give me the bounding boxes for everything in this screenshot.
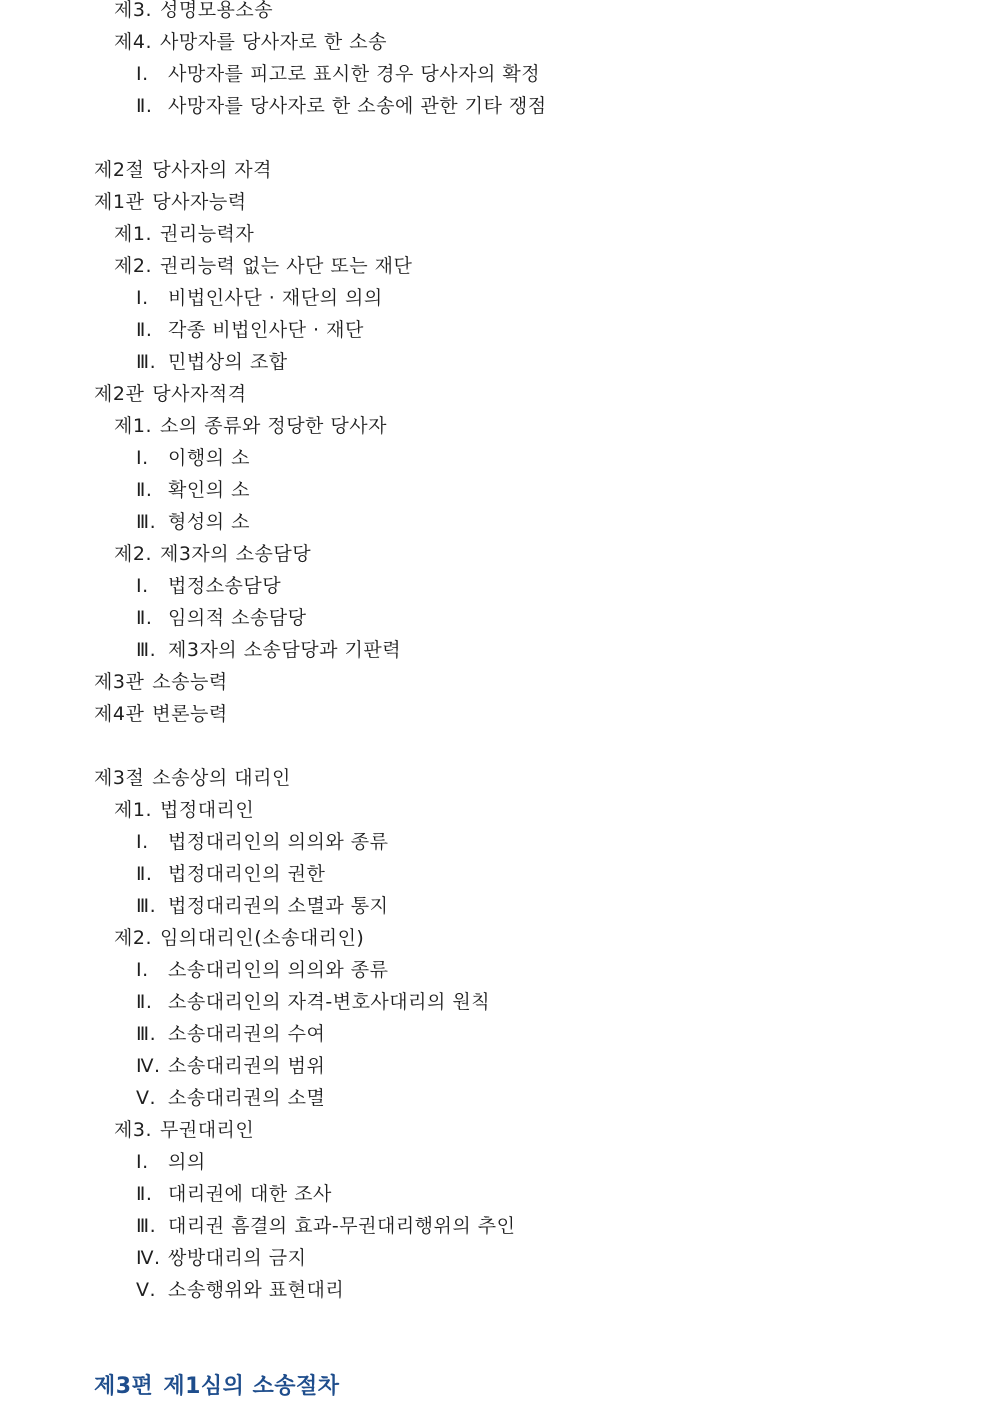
toc-entry bbox=[94, 1050, 952, 1082]
toc-title: 의의 bbox=[168, 1151, 206, 1173]
toc-number: 제4관 bbox=[94, 703, 145, 725]
toc-title: 쌍방대리의 금지 bbox=[168, 1247, 307, 1269]
toc-number: 제3. bbox=[114, 0, 152, 21]
toc-entry bbox=[94, 0, 952, 26]
toc-number: 제3절 bbox=[94, 767, 145, 789]
toc-title: 소송행위와 표현대리 bbox=[168, 1279, 345, 1301]
toc-number: 제3. bbox=[114, 1119, 152, 1141]
toc-number: Ⅰ. bbox=[136, 287, 149, 309]
toc-title: 소송대리권의 소멸 bbox=[168, 1087, 326, 1109]
toc-number: Ⅴ. bbox=[136, 1279, 157, 1301]
toc-number: 제2. bbox=[114, 927, 152, 949]
toc-title: 제3자의 소송담당 bbox=[159, 543, 312, 565]
toc-title: 법정대리인의 권한 bbox=[168, 863, 326, 885]
toc-title: 법정소송담당 bbox=[168, 575, 282, 597]
toc-number: Ⅲ. bbox=[136, 351, 157, 373]
toc-number: Ⅱ. bbox=[136, 991, 153, 1013]
toc-title: 임의적 소송담당 bbox=[168, 607, 307, 629]
section-spacer bbox=[94, 122, 952, 154]
toc-number: Ⅲ. bbox=[136, 1215, 157, 1237]
toc-entry bbox=[94, 442, 952, 474]
toc-entry bbox=[94, 1146, 952, 1178]
toc-number: 제2. bbox=[114, 543, 152, 565]
toc-number: 제3관 bbox=[94, 671, 145, 693]
toc-number: Ⅱ. bbox=[136, 1183, 153, 1205]
part-heading-number: 제3편 bbox=[94, 1374, 154, 1399]
toc-number: Ⅲ. bbox=[136, 1023, 157, 1045]
toc-entry bbox=[94, 570, 952, 602]
toc-entry bbox=[94, 26, 952, 58]
toc-title: 소송상의 대리인 bbox=[152, 767, 291, 789]
toc-number: 제1. bbox=[114, 799, 152, 821]
toc-title: 당사자능력 bbox=[152, 191, 247, 213]
toc-title: 사망자를 당사자로 한 소송에 관한 기타 쟁점 bbox=[168, 95, 547, 117]
toc-entry bbox=[94, 410, 952, 442]
toc-subchapter-heading bbox=[94, 666, 952, 698]
toc-number: Ⅰ. bbox=[136, 447, 149, 469]
toc-number: 제1. bbox=[114, 415, 152, 437]
toc-number: 제1관 bbox=[94, 191, 145, 213]
toc-entry bbox=[94, 90, 952, 122]
toc-number: Ⅲ. bbox=[136, 511, 157, 533]
toc-number: Ⅴ. bbox=[136, 1087, 157, 1109]
toc-entry bbox=[94, 794, 952, 826]
toc-number: Ⅲ. bbox=[136, 639, 157, 661]
table-of-contents bbox=[94, 0, 952, 1306]
toc-number: Ⅱ. bbox=[136, 319, 153, 341]
toc-title: 각종 비법인사단 · 재단 bbox=[168, 319, 364, 341]
toc-subchapter-heading bbox=[94, 698, 952, 730]
toc-number: Ⅱ. bbox=[136, 95, 153, 117]
toc-entry bbox=[94, 506, 952, 538]
toc-number: Ⅳ. bbox=[136, 1055, 161, 1077]
section-spacer bbox=[94, 730, 952, 762]
toc-entry bbox=[94, 58, 952, 90]
toc-title: 임의대리인(소송대리인) bbox=[159, 927, 365, 949]
toc-number: Ⅱ. bbox=[136, 863, 153, 885]
toc-title: 성명모용소송 bbox=[159, 0, 274, 21]
toc-number: 제2. bbox=[114, 255, 152, 277]
toc-entry bbox=[94, 634, 952, 666]
toc-number: 제2관 bbox=[94, 383, 145, 405]
toc-title: 법정대리인의 의의와 종류 bbox=[168, 831, 389, 853]
part-heading-title: 제1심의 소송절차 bbox=[163, 1374, 340, 1399]
toc-entry bbox=[94, 1018, 952, 1050]
toc-title: 무권대리인 bbox=[159, 1119, 255, 1141]
toc-entry bbox=[94, 474, 952, 506]
toc-title: 법정대리인 bbox=[159, 799, 255, 821]
toc-title: 이행의 소 bbox=[168, 447, 250, 469]
toc-title: 당사자적격 bbox=[152, 383, 247, 405]
toc-entry bbox=[94, 1242, 952, 1274]
toc-entry bbox=[94, 346, 952, 378]
toc-title: 민법상의 조합 bbox=[168, 351, 288, 373]
toc-entry bbox=[94, 858, 952, 890]
toc-title: 확인의 소 bbox=[168, 479, 250, 501]
toc-title: 소송능력 bbox=[152, 671, 228, 693]
toc-entry bbox=[94, 826, 952, 858]
toc-entry bbox=[94, 1178, 952, 1210]
toc-title: 대리권에 대한 조사 bbox=[168, 1183, 332, 1205]
toc-title: 당사자의 자격 bbox=[152, 159, 272, 181]
toc-number: Ⅲ. bbox=[136, 895, 157, 917]
toc-entry bbox=[94, 1210, 952, 1242]
toc-entry bbox=[94, 602, 952, 634]
toc-number: Ⅰ. bbox=[136, 959, 149, 981]
toc-entry bbox=[94, 986, 952, 1018]
toc-title: 소송대리인의 의의와 종류 bbox=[168, 959, 389, 981]
toc-entry bbox=[94, 890, 952, 922]
toc-number: Ⅰ. bbox=[136, 831, 149, 853]
toc-entry bbox=[94, 954, 952, 986]
toc-entry bbox=[94, 1274, 952, 1306]
toc-number: Ⅱ. bbox=[136, 479, 153, 501]
toc-subchapter-heading bbox=[94, 378, 952, 410]
toc-title: 소의 종류와 정당한 당사자 bbox=[159, 415, 387, 437]
toc-chapter-heading bbox=[94, 762, 952, 794]
toc-title: 제3자의 소송담당과 기판력 bbox=[168, 639, 402, 661]
toc-title: 대리권 흠결의 효과-무권대리행위의 추인 bbox=[168, 1215, 516, 1237]
toc-chapter-heading bbox=[94, 154, 952, 186]
toc-entry bbox=[94, 922, 952, 954]
toc-number: Ⅰ. bbox=[136, 63, 149, 85]
toc-title: 법정대리권의 소멸과 통지 bbox=[168, 895, 389, 917]
toc-number: 제1. bbox=[114, 223, 152, 245]
toc-title: 소송대리인의 자격-변호사대리의 원칙 bbox=[168, 991, 491, 1013]
toc-entry bbox=[94, 250, 952, 282]
toc-title: 소송대리권의 범위 bbox=[168, 1055, 326, 1077]
toc-title: 형성의 소 bbox=[168, 511, 250, 533]
toc-title: 사망자를 당사자로 한 소송 bbox=[159, 31, 387, 53]
toc-number: Ⅰ. bbox=[136, 1151, 149, 1173]
toc-entry bbox=[94, 218, 952, 250]
toc-title: 권리능력자 bbox=[159, 223, 255, 245]
toc-entry bbox=[94, 1114, 952, 1146]
toc-entry bbox=[94, 1082, 952, 1114]
toc-number: 제2절 bbox=[94, 159, 145, 181]
toc-subchapter-heading bbox=[94, 186, 952, 218]
toc-title: 소송대리권의 수여 bbox=[168, 1023, 326, 1045]
toc-number: Ⅱ. bbox=[136, 607, 153, 629]
toc-title: 권리능력 없는 사단 또는 재단 bbox=[159, 255, 413, 277]
toc-number: 제4. bbox=[114, 31, 152, 53]
toc-title: 사망자를 피고로 표시한 경우 당사자의 확정 bbox=[168, 63, 541, 85]
part-heading bbox=[94, 1371, 340, 1403]
toc-number: Ⅰ. bbox=[136, 575, 149, 597]
toc-entry bbox=[94, 282, 952, 314]
toc-entry bbox=[94, 314, 952, 346]
toc-number: Ⅳ. bbox=[136, 1247, 161, 1269]
toc-entry bbox=[94, 538, 952, 570]
toc-title: 비법인사단 · 재단의 의의 bbox=[168, 287, 383, 309]
toc-title: 변론능력 bbox=[152, 703, 228, 725]
